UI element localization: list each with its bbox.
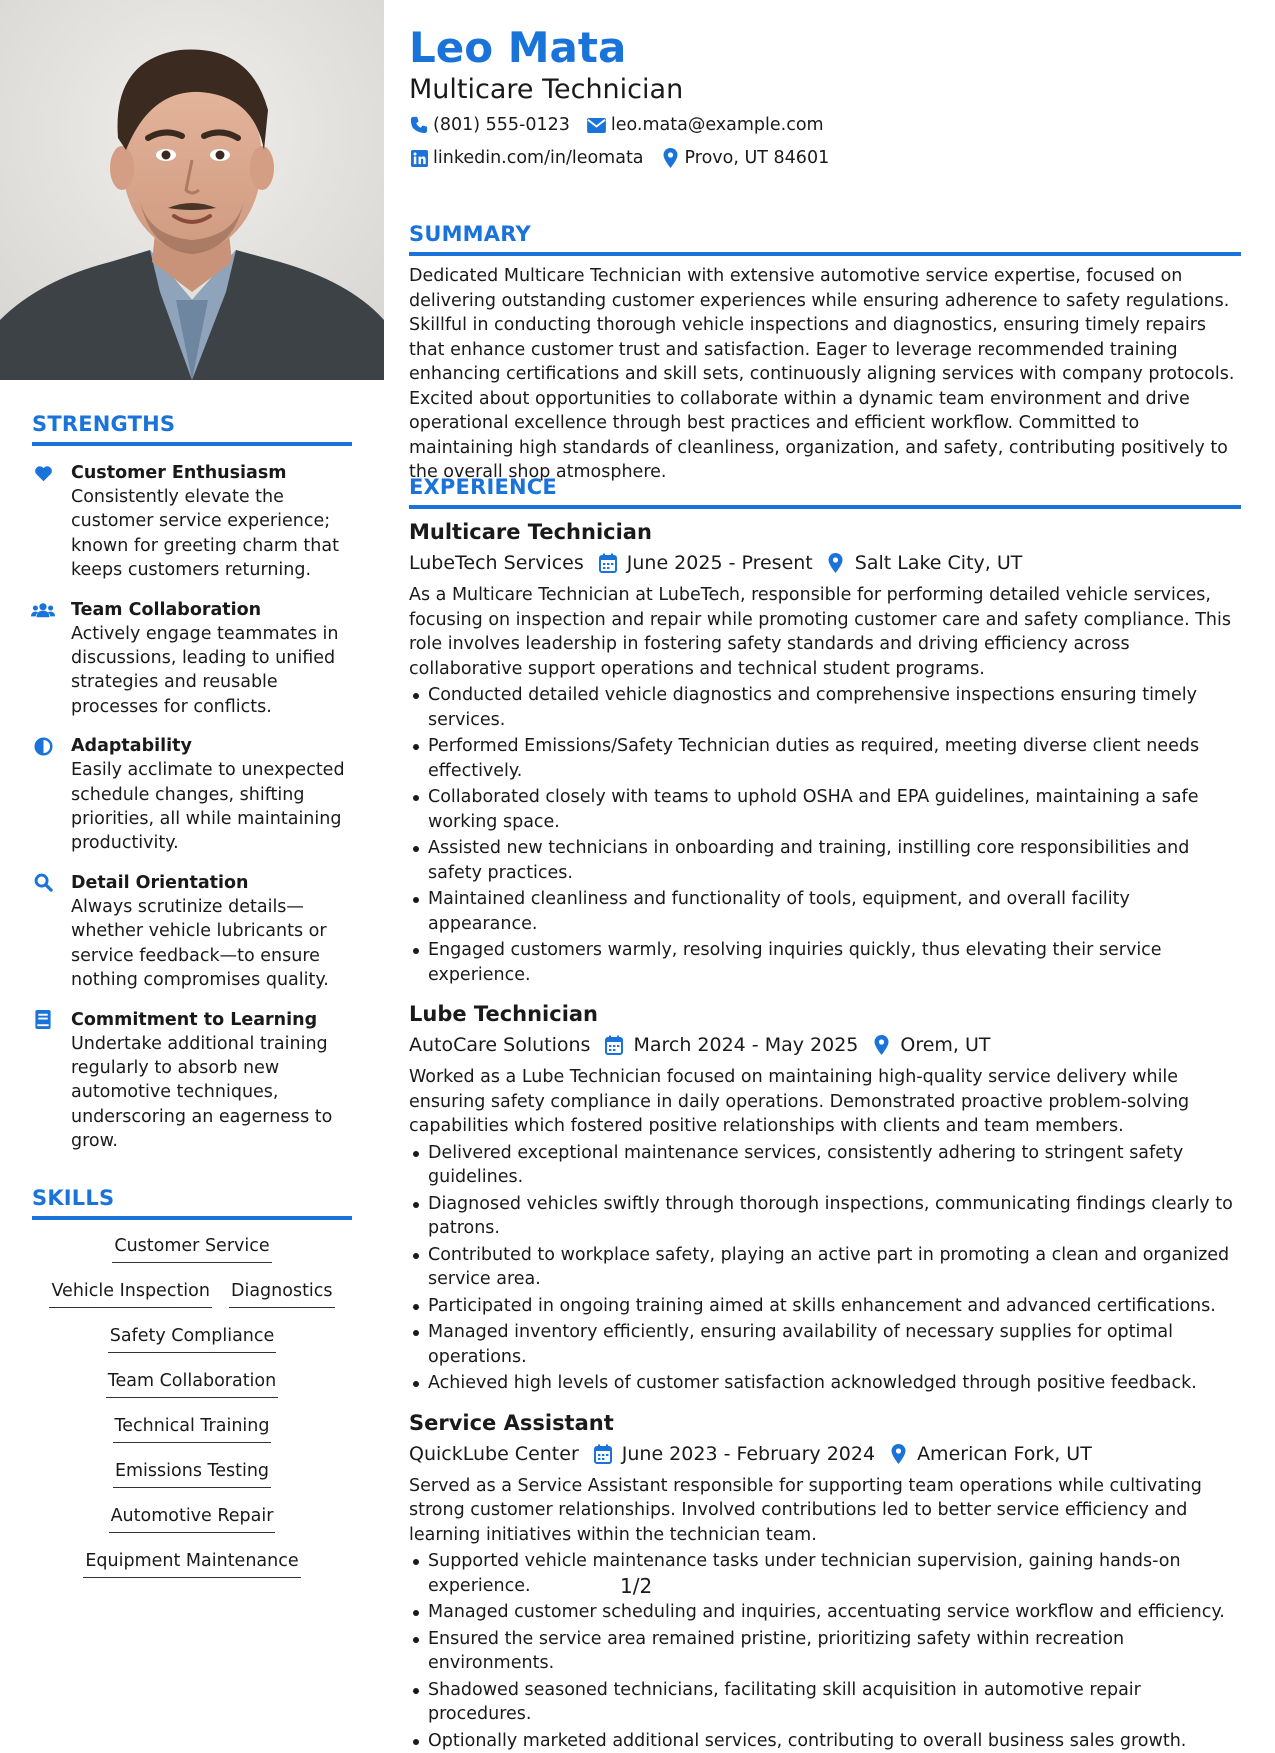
skill-tag: Diagnostics — [229, 1279, 335, 1308]
strength-desc: Always scrutinize details—whether vehicle lubricants or service feedback—to ensure nothing compromises quality. — [71, 895, 352, 993]
phone-contact[interactable] — [409, 113, 570, 137]
strength-title: Commitment to Learning — [71, 1008, 352, 1032]
job-title: Lube Technician — [409, 1000, 1241, 1028]
skill-tag: Automotive Repair — [109, 1504, 276, 1533]
job-location: Salt Lake City, UT — [855, 550, 1023, 576]
job-bullet: Contributed to workplace safety, playing an active part in promoting a clean and organized service area. — [409, 1243, 1241, 1292]
company-name: QuickLube Center — [409, 1441, 579, 1467]
job-location: American Fork, UT — [917, 1441, 1092, 1467]
strength-title: Detail Orientation — [71, 871, 352, 895]
strength-desc: Easily acclimate to unexpected schedule changes, shifting priorities, all while maintaining productivity. — [71, 758, 352, 856]
strength-item — [32, 734, 352, 856]
summary-rule — [409, 252, 1241, 256]
search-icon — [32, 872, 54, 894]
job-bullet: Supported vehicle maintenance tasks under technician supervision, gaining hands-on experience. — [409, 1549, 1241, 1598]
calendar-icon — [603, 1034, 625, 1056]
job-bullets — [409, 1549, 1241, 1753]
company-name: AutoCare Solutions — [409, 1032, 590, 1058]
job-dates: June 2023 - February 2024 — [622, 1441, 875, 1467]
email-icon — [587, 115, 607, 135]
linkedin-text: linkedin.com/in/leomata — [433, 146, 644, 170]
job-meta — [409, 1441, 1241, 1467]
linkedin-icon — [409, 148, 429, 168]
job-entry — [409, 1409, 1241, 1753]
calendar-icon — [592, 1443, 614, 1465]
skills-rule — [32, 1216, 352, 1220]
strength-item — [32, 598, 352, 720]
candidate-name: Leo Mata — [409, 22, 626, 74]
skill-tag: Team Collaboration — [106, 1369, 278, 1398]
strength-desc: Consistently elevate the customer service experience; known for greeting charm that keeps customers returning. — [71, 485, 352, 583]
job-bullet: Shadowed seasoned technicians, facilitating skill acquisition in automotive repair procedures. — [409, 1678, 1241, 1727]
job-bullet: Assisted new technicians in onboarding and training, instilling core responsibilities and safety practices. — [409, 836, 1241, 885]
experience-section — [409, 475, 1241, 1753]
job-bullets — [409, 683, 1241, 987]
strength-item — [32, 871, 352, 993]
skill-tag: Technical Training — [113, 1414, 272, 1443]
profile-photo — [0, 0, 384, 380]
job-bullet: Conducted detailed vehicle diagnostics and comprehensive inspections ensuring timely services. — [409, 683, 1241, 732]
strengths-rule — [32, 442, 352, 446]
job-entry — [409, 1000, 1241, 1396]
strength-item — [32, 1008, 352, 1154]
strengths-section — [32, 412, 352, 1154]
job-title: Multicare Technician — [409, 518, 1241, 546]
job-bullet: Ensured the service area remained pristine, prioritizing safety within recreation environments. — [409, 1627, 1241, 1676]
job-bullet: Managed customer scheduling and inquiries, accentuating service workflow and efficiency. — [409, 1600, 1241, 1625]
email-text: leo.mata@example.com — [611, 113, 824, 137]
summary-section — [409, 222, 1241, 485]
job-description: Worked as a Lube Technician focused on maintaining high-quality service delivery while ensuring safety compliance in daily operations. Demonstrated proactive problem-solving capabilities which fostered positive relationships with clients and team members. — [409, 1065, 1241, 1139]
contact-row — [409, 113, 841, 137]
job-description: Served as a Service Assistant responsible for supporting team operations while cultivating strong customer relationships. Involved contributions led to better service efficiency and learning initiatives within the technician team. — [409, 1474, 1241, 1548]
map-pin-icon — [870, 1034, 892, 1056]
strength-item — [32, 461, 352, 583]
book-icon — [32, 1009, 54, 1031]
job-location: Orem, UT — [900, 1032, 990, 1058]
strength-desc: Actively engage teammates in discussions, leading to unified strategies and reusable processes for conflicts. — [71, 622, 352, 720]
job-dates: June 2025 - Present — [627, 550, 813, 576]
map-pin-icon — [825, 552, 847, 574]
skill-tag: Emissions Testing — [113, 1459, 271, 1488]
location-contact — [661, 146, 830, 170]
job-bullet: Achieved high levels of customer satisfaction acknowledged through positive feedback. — [409, 1371, 1241, 1396]
contact-row — [409, 146, 846, 170]
strength-title: Customer Enthusiasm — [71, 461, 352, 485]
summary-heading: SUMMARY — [409, 222, 1241, 246]
half-circle-icon — [32, 735, 54, 757]
map-pin-icon — [887, 1443, 909, 1465]
calendar-icon — [597, 552, 619, 574]
experience-heading: EXPERIENCE — [409, 475, 1241, 499]
job-bullet: Performed Emissions/Safety Technician duties as required, meeting diverse client needs effectively. — [409, 734, 1241, 783]
strength-title: Adaptability — [71, 734, 352, 758]
candidate-title: Multicare Technician — [409, 72, 683, 108]
job-meta — [409, 1032, 1241, 1058]
sidebar — [0, 0, 384, 1650]
job-meta — [409, 550, 1241, 576]
linkedin-contact[interactable] — [409, 146, 644, 170]
job-bullet: Diagnosed vehicles swiftly through thorough inspections, communicating findings clearly to patrons. — [409, 1192, 1241, 1241]
job-bullet: Optionally marketed additional services, contributing to overall business sales growth. — [409, 1729, 1241, 1753]
strengths-heading: STRENGTHS — [32, 412, 352, 436]
phone-text: (801) 555-0123 — [433, 113, 570, 137]
summary-text: Dedicated Multicare Technician with extensive automotive service expertise, focused on delivering outstanding customer experiences while ensuring adherence to safety regulations. Skillful in conducting thorough vehicle inspections and diagnostics, ensuring timely repairs that enhance customer trust and satisfaction. Eager to leverage recommended training enhancing certifications and skill sets, continuously aligning services with company protocols. Excited about opportunities to collaborate within a dynamic team environment and drive operational excellence through best practices and efficient workflow. Committed to maintaining high standards of cleanliness, organization, and safety, contributing positively to the overall shop atmosphere. — [409, 264, 1241, 485]
job-bullets — [409, 1141, 1241, 1396]
job-bullet: Managed inventory efficiently, ensuring availability of necessary supplies for optimal operations. — [409, 1320, 1241, 1369]
skill-list — [32, 1228, 352, 1588]
company-name: LubeTech Services — [409, 550, 584, 576]
job-dates: March 2024 - May 2025 — [633, 1032, 858, 1058]
job-entry — [409, 518, 1241, 987]
heart-icon — [32, 462, 54, 484]
page-number: 1/2 — [620, 1574, 652, 1598]
skill-tag: Safety Compliance — [108, 1324, 277, 1353]
job-bullet: Maintained cleanliness and functionality of tools, equipment, and overall facility appearance. — [409, 887, 1241, 936]
skill-tag: Vehicle Inspection — [49, 1279, 212, 1308]
job-bullet: Engaged customers warmly, resolving inquiries quickly, thus elevating their service experience. — [409, 938, 1241, 987]
skills-section — [32, 1186, 352, 1588]
job-title: Service Assistant — [409, 1409, 1241, 1437]
job-description: As a Multicare Technician at LubeTech, responsible for performing detailed vehicle services, focusing on inspection and repair while promoting customer care and safety compliance. This role involves leadership in fostering safety standards and driving efficiency across collaborative support operations and technical student programs. — [409, 583, 1241, 681]
users-icon — [32, 599, 54, 621]
map-pin-icon — [661, 148, 681, 168]
job-bullet: Delivered exceptional maintenance services, consistently adhering to stringent safety guidelines. — [409, 1141, 1241, 1190]
email-contact[interactable] — [587, 113, 824, 137]
skill-tag: Equipment Maintenance — [83, 1549, 300, 1578]
skill-tag: Customer Service — [112, 1234, 271, 1263]
job-bullet: Collaborated closely with teams to uphold OSHA and EPA guidelines, maintaining a safe working space. — [409, 785, 1241, 834]
phone-icon — [409, 115, 429, 135]
experience-rule — [409, 505, 1241, 509]
job-bullet: Participated in ongoing training aimed at skills enhancement and advanced certifications. — [409, 1294, 1241, 1319]
strength-title: Team Collaboration — [71, 598, 352, 622]
strength-desc: Undertake additional training regularly to absorb new automotive techniques, underscoring an eagerness to grow. — [71, 1032, 352, 1154]
skills-heading: SKILLS — [32, 1186, 352, 1210]
location-text: Provo, UT 84601 — [685, 146, 830, 170]
